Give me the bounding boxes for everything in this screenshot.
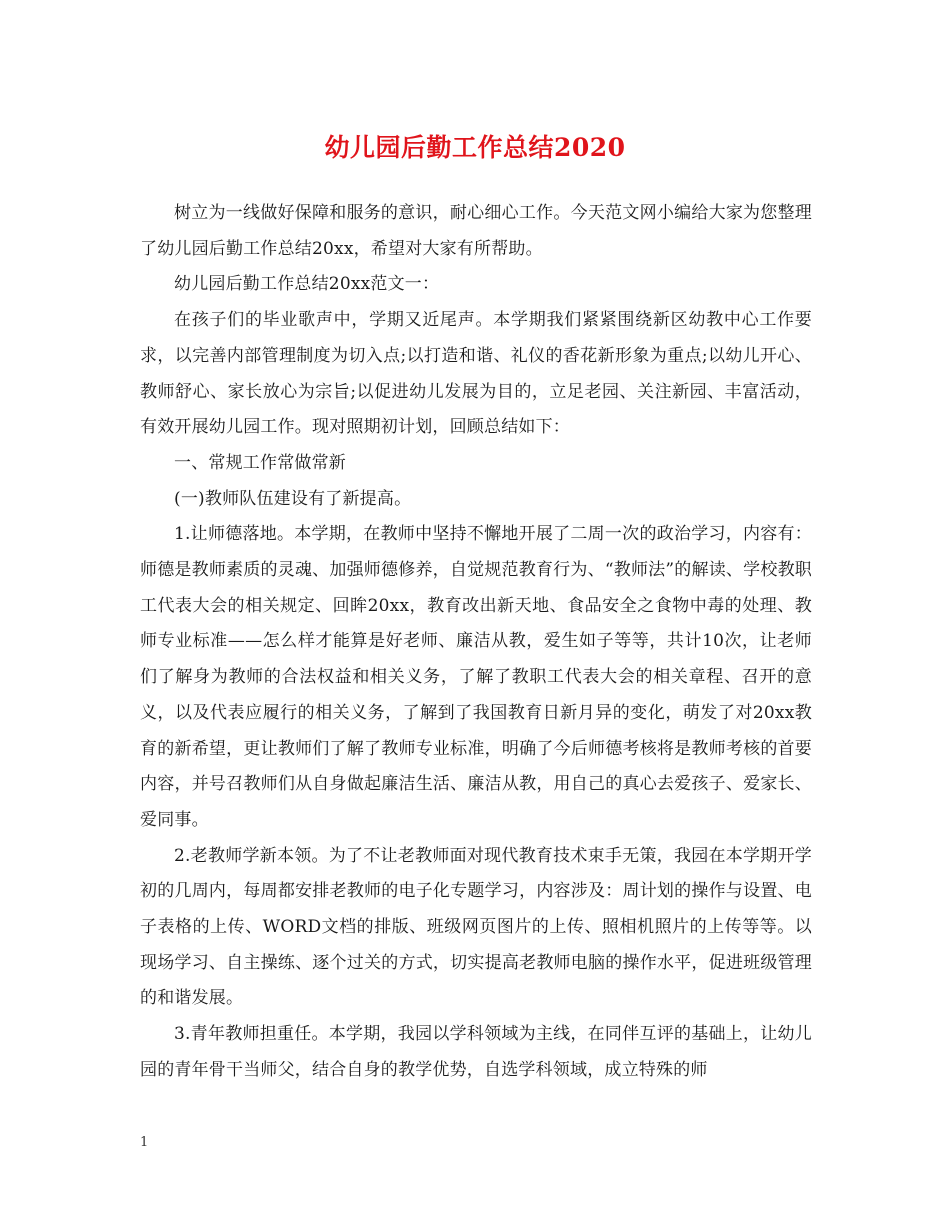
paragraph-item-3: 3.青年教师担重任。本学期，我园以学科领域为主线，在同伴互评的基础上，让幼儿园的青年骨干当师父，结合自身的教学优势，自选学科领域，成立特殊的师 bbox=[140, 1024, 812, 1080]
paragraph-overview: 在孩子们的毕业歌声中，学期又近尾声。本学期我们紧紧围绕新区幼教中心工作要求，以完善内部管理制度为切入点;以打造和谐、礼仪的香花新形象为重点;以幼儿开心、教师舒心、家长放心为宗旨;以促进幼儿发展为目的，立足老园、关注新园、丰富活动，有效开展幼儿园工作。现对照期初计划，回顾总结如下： bbox=[140, 310, 812, 438]
document-body bbox=[140, 196, 812, 1089]
paragraph-sample-heading: 幼儿园后勤工作总结20xx范文一： bbox=[174, 274, 440, 295]
paragraph-item-1: 1.让师德落地。本学期，在教师中坚持不懈地开展了二周一次的政治学习，内容有：师德是教师素质的灵魂、加强师德修养，自觉规范教育行为、“教师法”的解读、学校教职工代表大会的相关规定、回眸20xx，教育改出新天地、食品安全之食物中毒的处理、教师专业标准——怎么样才能算是好老师、廉洁从教，爱生如子等等，共计10次，让老师们了解身为教师的合法权益和相关义务，了解了教职工代表大会的相关章程、召开的意义，以及代表应履行的相关义务，了解到了我国教育日新月异的变化，萌发了对20xx教育的新希望，更让教师们了解了教师专业标准，明确了今后师德考核将是教师考核的首要内容，并号召教师们从自身做起廉洁生活、廉洁从教，用自己的真心去爱孩子、爱家长、爱同事。 bbox=[140, 524, 812, 830]
paragraph-item-2: 2.老教师学新本领。为了不让老教师面对现代教育技术束手无策，我园在本学期开学初的几周内，每周都安排老教师的电子化专题学习，内容涉及：周计划的操作与设置、电子表格的上传、WORD文档的排版、班级网页图片的上传、照相机照片的上传等等。以现场学习、自主操练、逐个过关的方式，切实提高老教师电脑的操作水平，促进班级管理的和谐发展。 bbox=[140, 845, 812, 1009]
section-heading-routine-work: 一、常规工作常做常新 bbox=[174, 452, 346, 473]
document-title: 幼儿园后勤工作总结2020 bbox=[324, 133, 626, 162]
subsection-heading-teacher-team: (一)教师队伍建设有了新提高。 bbox=[174, 488, 412, 509]
page-number: 1 bbox=[140, 1135, 149, 1150]
paragraph-intro: 树立为一线做好保障和服务的意识，耐心细心工作。今天范文网小编给大家为您整理了幼儿园后勤工作总结20xx，希望对大家有所帮助。 bbox=[140, 203, 812, 259]
